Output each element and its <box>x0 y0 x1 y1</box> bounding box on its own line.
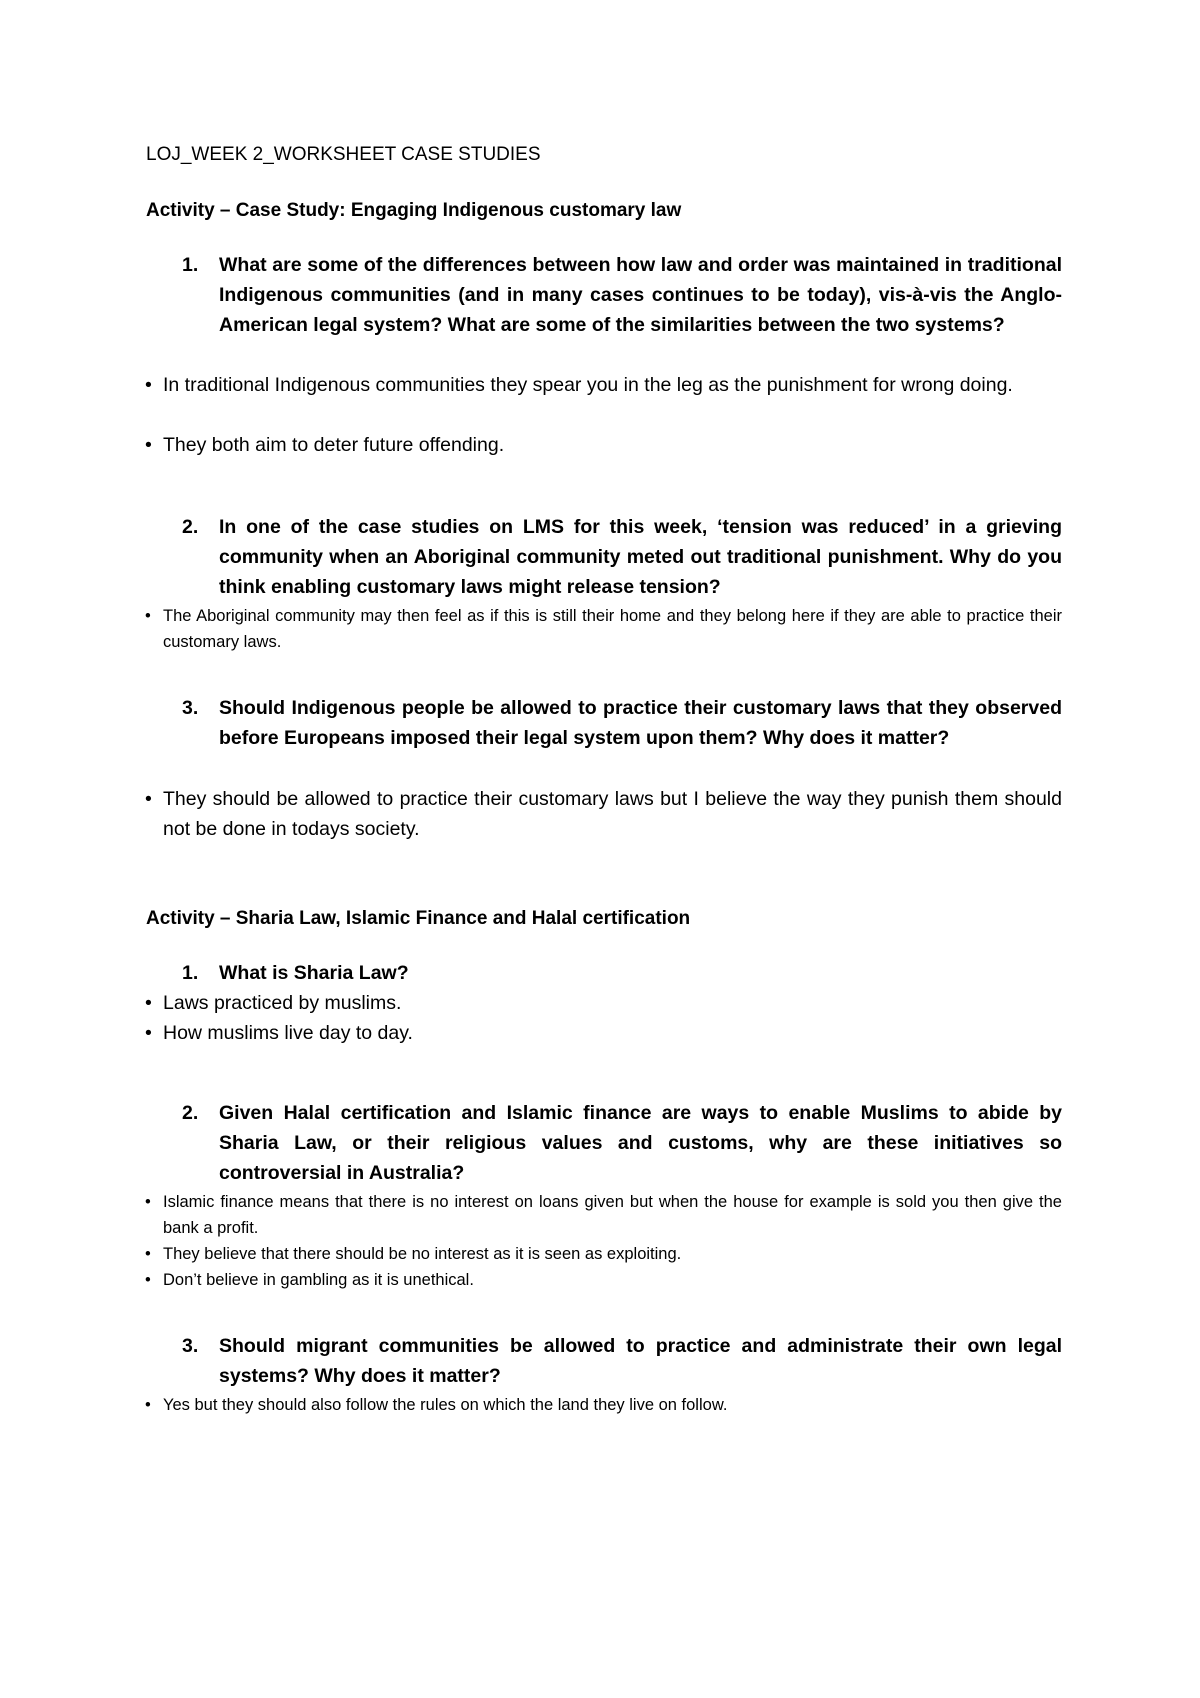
question-text: Should migrant communities be allowed to practice and administrate their own legal systems? Why does it matter? <box>219 1335 1062 1387</box>
bullet-icon: • <box>145 434 152 456</box>
question-number: 3. <box>182 1335 199 1357</box>
question-2 <box>182 512 1062 602</box>
bullet-icon: • <box>145 788 152 810</box>
question-number: 3. <box>182 697 199 719</box>
bullet-icon: • <box>145 1245 151 1263</box>
bullet-icon: • <box>145 1396 151 1414</box>
answer-item: • They believe that there should be no interest as it is seen as exploiting. <box>145 1241 1062 1267</box>
question-1 <box>182 958 1062 988</box>
answer-item: • How muslims live day to day. <box>145 1018 1062 1048</box>
activity-heading-indigenous: Activity – Case Study: Engaging Indigenous customary law <box>146 200 682 221</box>
question-text: What is Sharia Law? <box>219 962 409 984</box>
question-text: Given Halal certification and Islamic finance are ways to enable Muslims to abide by Sharia Law, or their religious values and customs, why are these initiatives so controversial in Australia? <box>219 1102 1062 1184</box>
question-number: 1. <box>182 254 199 276</box>
bullet-icon: • <box>145 1022 152 1044</box>
question-text: In one of the case studies on LMS for this week, ‘tension was reduced’ in a grieving community when an Aboriginal community meted out traditional punishment. Why do you think enabling customary laws might release tension? <box>219 516 1062 598</box>
answer-item: • Don’t believe in gambling as it is unethical. <box>145 1267 1062 1293</box>
bullet-icon: • <box>145 992 152 1014</box>
activity-heading-sharia: Activity – Sharia Law, Islamic Finance and Halal certification <box>146 908 691 929</box>
question-1 <box>182 250 1062 340</box>
answer-item: • They should be allowed to practice their customary laws but I believe the way they punish them should not be done in todays society. <box>145 784 1062 844</box>
question-number: 1. <box>182 962 199 984</box>
answer-item: • In traditional Indigenous communities they spear you in the leg as the punishment for wrong doing. <box>145 370 1062 400</box>
bullet-icon: • <box>145 374 152 396</box>
question-3 <box>182 693 1062 753</box>
document-title: LOJ_WEEK 2_WORKSHEET CASE STUDIES <box>146 144 541 165</box>
question-3 <box>182 1331 1062 1391</box>
answer-item: • Laws practiced by muslims. <box>145 988 1062 1018</box>
question-text: What are some of the differences between how law and order was maintained in traditional Indigenous communities (and in many cases continues to be today), vis-à-vis the Anglo-American legal system? What are some of the similarities between the two systems? <box>219 254 1062 336</box>
question-2 <box>182 1098 1062 1188</box>
answer-item: • They both aim to deter future offending. <box>145 430 1062 460</box>
bullet-icon: • <box>145 607 151 625</box>
question-number: 2. <box>182 516 199 538</box>
answer-item: • Yes but they should also follow the rules on which the land they live on follow. <box>145 1392 1062 1418</box>
bullet-icon: • <box>145 1271 151 1289</box>
answer-item: • Islamic finance means that there is no interest on loans given but when the house for example is sold you then give the bank a profit. <box>145 1189 1062 1241</box>
question-number: 2. <box>182 1102 199 1124</box>
answer-item: • The Aboriginal community may then feel as if this is still their home and they belong here if they are able to practice their customary laws. <box>145 603 1062 655</box>
question-text: Should Indigenous people be allowed to practice their customary laws that they observed before Europeans imposed their legal system upon them? Why does it matter? <box>219 697 1062 749</box>
bullet-icon: • <box>145 1193 151 1211</box>
